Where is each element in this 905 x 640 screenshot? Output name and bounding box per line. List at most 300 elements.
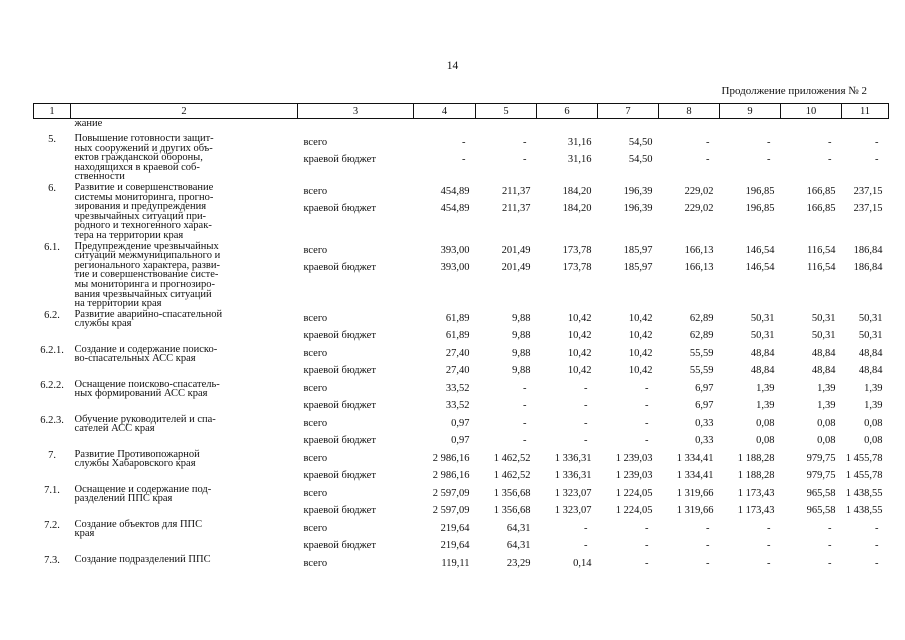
amount-cell: [414, 133, 476, 182]
amount-value: 2 986,16: [432, 469, 470, 481]
amount-value: -: [462, 137, 466, 148]
amount-value: -: [828, 539, 832, 551]
amount-cell: [842, 414, 889, 449]
amount-cell: [842, 182, 889, 241]
appendix-continuation-label: Продолжение приложения № 2: [721, 85, 867, 97]
item-name-line: регионального характера, разви-: [74, 259, 220, 271]
amount-value: 1 455,78: [845, 452, 883, 464]
amount-cell: [842, 309, 889, 344]
amount-value: -: [584, 434, 588, 446]
amount-value: 48,84: [750, 364, 775, 376]
funding-source: [298, 449, 414, 484]
amount-value: 1 239,03: [615, 452, 653, 464]
amount-cell: [476, 554, 537, 572]
amount-value: -: [523, 137, 527, 148]
amount-value: 50,31: [858, 312, 883, 324]
amount-value: 0,33: [695, 417, 714, 429]
amount-value: 1 462,52: [493, 469, 531, 481]
amount-value: -: [706, 137, 710, 148]
amount-value: 211,37: [502, 202, 531, 214]
table-header-row: [34, 104, 889, 119]
amount-value: 50,31: [750, 312, 775, 324]
amount-value: 146,54: [745, 244, 775, 256]
amount-value: 166,13: [684, 261, 714, 273]
item-name-line: Развитие аварийно-спасательной: [74, 308, 223, 320]
amount-value: 0,97: [451, 434, 470, 446]
funding-source-label: краевой бюджет: [303, 154, 376, 165]
amount-value: 64,31: [506, 522, 531, 534]
amount-value: -: [645, 382, 649, 394]
amount-cell: [842, 344, 889, 379]
amount-cell: [414, 414, 476, 449]
amount-value: 237,15: [853, 202, 883, 214]
amount-cell: [476, 414, 537, 449]
amount-cell: [476, 309, 537, 344]
table-row: [34, 182, 889, 241]
amount-cell: [537, 379, 598, 414]
amount-value: -: [706, 154, 710, 165]
item-name: [71, 414, 298, 449]
amount-cell: [598, 344, 659, 379]
amount-value: 50,31: [750, 329, 775, 341]
amount-value: 33,52: [445, 382, 470, 394]
amount-value: 55,59: [689, 347, 714, 359]
funding-source-label: всего: [303, 487, 328, 499]
amount-value: 55,59: [689, 364, 714, 376]
item-name-line: Обучение руководителей и спа-: [74, 413, 216, 425]
amount-cell: [842, 133, 889, 182]
amount-value: -: [767, 539, 771, 551]
amount-cell: [537, 484, 598, 519]
amount-value: -: [645, 557, 649, 569]
table-row: [34, 379, 889, 414]
amount-value: -: [523, 154, 527, 165]
amount-cell: [781, 182, 842, 241]
funding-source-label: всего: [303, 137, 328, 148]
amount-cell: [720, 182, 781, 241]
amount-value: 186,84: [853, 244, 883, 256]
amount-value: 1 455,78: [845, 469, 883, 481]
page-number: 14: [446, 60, 459, 72]
amount-value: 965,58: [806, 487, 836, 499]
amount-value: 166,85: [806, 202, 836, 214]
amount-value: 219,64: [440, 522, 470, 534]
amount-cell: [781, 309, 842, 344]
amount-cell: [659, 414, 720, 449]
item-name: [71, 309, 298, 344]
amount-value: 1 239,03: [615, 469, 653, 481]
amount-value: 1,39: [864, 382, 883, 394]
funding-source-label: краевой бюджет: [303, 329, 376, 341]
amount-cell: [720, 241, 781, 309]
amount-value: -: [875, 137, 879, 148]
amount-cell: [476, 344, 537, 379]
amount-cell: [537, 414, 598, 449]
funding-source: [298, 379, 414, 414]
column-header: 11: [842, 104, 889, 119]
amount-cell: [414, 554, 476, 572]
column-header: 6: [537, 104, 598, 119]
funding-source-label: краевой бюджет: [303, 539, 376, 551]
amount-value: 119,11: [441, 557, 470, 569]
amount-value: 10,42: [628, 347, 653, 359]
amount-value: -: [767, 154, 771, 165]
amount-value: 10,42: [567, 364, 592, 376]
amount-cell: [414, 484, 476, 519]
amount-value: 48,84: [750, 347, 775, 359]
item-number: 7.1.: [44, 484, 60, 496]
amount-cell: [659, 554, 720, 572]
amount-cell: [598, 519, 659, 554]
item-name-line: Развитие Противопожарной: [74, 448, 200, 460]
amount-value: 10,42: [567, 329, 592, 341]
amount-value: 62,89: [689, 312, 714, 324]
amount-cell: [598, 182, 659, 241]
table-row: [34, 484, 889, 519]
amount-value: 33,52: [445, 399, 470, 411]
amount-value: 1 224,05: [615, 487, 653, 499]
amount-cell: [720, 309, 781, 344]
item-name-line: ных сооружений и других объ-: [74, 142, 213, 154]
amount-value: 6,97: [695, 399, 714, 411]
amount-value: -: [584, 399, 588, 411]
funding-source: [298, 484, 414, 519]
amount-cell: [598, 309, 659, 344]
amount-value: 48,84: [811, 347, 836, 359]
item-name-line: зирования и предупреждения: [74, 201, 207, 213]
continued-item-text: жание: [74, 118, 103, 129]
table-row: [34, 554, 889, 572]
amount-cell: [659, 241, 720, 309]
amount-value: 979,75: [806, 452, 836, 464]
amount-value: 116,54: [807, 261, 836, 273]
funding-source-label: всего: [303, 452, 328, 464]
amount-value: 0,08: [817, 417, 836, 429]
amount-value: 10,42: [628, 312, 653, 324]
amount-value: 0,14: [573, 557, 592, 569]
item-name-line: ственности: [74, 171, 125, 183]
amount-value: 62,89: [689, 329, 714, 341]
funding-source-label: краевой бюджет: [303, 399, 376, 411]
amount-cell: [598, 241, 659, 309]
amount-value: 10,42: [628, 364, 653, 376]
table-row: [34, 241, 889, 309]
funding-source-label: всего: [303, 244, 328, 256]
amount-value: 0,08: [864, 417, 883, 429]
amount-cell: [414, 519, 476, 554]
column-header: 3: [298, 104, 414, 119]
column-header: 5: [476, 104, 537, 119]
funding-source-label: всего: [303, 312, 328, 324]
amount-cell: [537, 241, 598, 309]
amount-cell: [720, 344, 781, 379]
amount-value: 1 224,05: [615, 504, 653, 516]
amount-value: 1 356,68: [493, 487, 531, 499]
amount-value: 196,85: [745, 185, 775, 197]
amount-value: 454,89: [440, 202, 470, 214]
budget-table: [33, 103, 889, 572]
column-header: 9: [720, 104, 781, 119]
amount-cell: [781, 133, 842, 182]
funding-source-label: всего: [303, 382, 328, 394]
amount-cell: [476, 182, 537, 241]
item-name: [71, 379, 298, 414]
item-name-line: вания чрезвычайных ситуаций: [74, 288, 212, 300]
amount-value: -: [875, 522, 879, 534]
amount-cell: [659, 344, 720, 379]
amount-value: 48,84: [858, 347, 883, 359]
amount-value: 1 188,28: [737, 452, 775, 464]
amount-value: 10,42: [628, 329, 653, 341]
amount-value: 23,29: [506, 557, 531, 569]
column-header: 2: [71, 104, 298, 119]
amount-value: 1 334,41: [676, 452, 714, 464]
amount-value: -: [875, 539, 879, 551]
amount-value: 393,00: [440, 261, 470, 273]
column-header: 7: [598, 104, 659, 119]
amount-cell: [476, 241, 537, 309]
item-name-line: Предупреждение чрезвычайных: [74, 240, 219, 252]
amount-value: -: [706, 522, 710, 534]
amount-value: 2 597,09: [432, 487, 470, 499]
amount-value: 1 173,43: [737, 504, 775, 516]
amount-value: 1 336,31: [554, 469, 592, 481]
amount-value: 196,85: [745, 202, 775, 214]
amount-cell: [537, 133, 598, 182]
column-header: 4: [414, 104, 476, 119]
amount-value: 0,97: [451, 417, 470, 429]
table-row: [34, 133, 889, 182]
column-header: 10: [781, 104, 842, 119]
item-name: [71, 133, 298, 182]
amount-cell: [476, 133, 537, 182]
amount-value: 10,42: [567, 347, 592, 359]
amount-value: 186,84: [853, 261, 883, 273]
amount-cell: [476, 379, 537, 414]
amount-value: 1,39: [864, 399, 883, 411]
item-name-line: Оснащение поисково-спасатель-: [74, 378, 220, 390]
amount-value: 185,97: [623, 261, 653, 273]
amount-value: 201,49: [501, 244, 531, 256]
amount-cell: [476, 519, 537, 554]
amount-cell: [537, 182, 598, 241]
amount-cell: [537, 309, 598, 344]
amount-cell: [598, 414, 659, 449]
amount-cell: [720, 484, 781, 519]
funding-source-label: всего: [303, 417, 328, 429]
amount-value: 1 173,43: [737, 487, 775, 499]
amount-value: -: [645, 434, 649, 446]
amount-value: 9,88: [512, 329, 531, 341]
amount-value: 2 986,16: [432, 452, 470, 464]
amount-cell: [537, 519, 598, 554]
amount-cell: [414, 379, 476, 414]
amount-value: 50,31: [858, 329, 883, 341]
funding-source-label: всего: [303, 522, 328, 534]
amount-cell: [720, 449, 781, 484]
amount-cell: [414, 182, 476, 241]
amount-value: 64,31: [506, 539, 531, 551]
item-number: 6.2.2.: [40, 379, 64, 391]
funding-source: [298, 519, 414, 554]
amount-cell: [842, 484, 889, 519]
amount-cell: [414, 309, 476, 344]
amount-value: 1 323,07: [554, 487, 592, 499]
amount-value: -: [523, 434, 527, 446]
item-name: [71, 484, 298, 519]
amount-value: 1 356,68: [493, 504, 531, 516]
amount-value: -: [828, 557, 832, 569]
amount-value: -: [584, 539, 588, 551]
amount-value: 454,89: [440, 185, 470, 197]
amount-cell: [414, 344, 476, 379]
amount-value: -: [767, 522, 771, 534]
amount-value: -: [828, 137, 832, 148]
amount-value: 54,50: [628, 154, 653, 165]
amount-value: -: [706, 557, 710, 569]
funding-source: [298, 309, 414, 344]
amount-cell: [842, 519, 889, 554]
amount-value: -: [584, 382, 588, 394]
amount-cell: [598, 133, 659, 182]
funding-source: [298, 241, 414, 309]
table-row: [34, 309, 889, 344]
funding-source: [298, 554, 414, 572]
item-name-line: ектов гражданской обороны,: [74, 152, 203, 164]
item-name-line: тера на территории края: [74, 229, 184, 241]
amount-value: 146,54: [745, 261, 775, 273]
amount-cell: [781, 519, 842, 554]
amount-value: 61,89: [445, 312, 470, 324]
amount-value: -: [767, 557, 771, 569]
item-name-line: службы края: [74, 318, 132, 330]
item-number: 6.1.: [44, 241, 60, 253]
amount-cell: [659, 379, 720, 414]
amount-cell: [659, 449, 720, 484]
amount-value: 1 188,28: [737, 469, 775, 481]
funding-source-label: краевой бюджет: [303, 202, 376, 214]
amount-value: 27,40: [445, 347, 470, 359]
amount-value: -: [645, 399, 649, 411]
column-header: 8: [659, 104, 720, 119]
amount-cell: [842, 449, 889, 484]
funding-source-label: всего: [303, 347, 328, 359]
amount-cell: [598, 484, 659, 519]
amount-value: 48,84: [858, 364, 883, 376]
amount-value: -: [523, 399, 527, 411]
amount-value: 2 597,09: [432, 504, 470, 516]
amount-value: 116,54: [807, 244, 836, 256]
item-number: 7.3.: [44, 554, 60, 566]
amount-value: 184,20: [562, 202, 592, 214]
amount-value: 393,00: [440, 244, 470, 256]
amount-cell: [414, 241, 476, 309]
amount-value: -: [875, 557, 879, 569]
amount-value: -: [523, 382, 527, 394]
amount-cell: [476, 484, 537, 519]
funding-source-label: всего: [303, 557, 328, 569]
amount-value: 196,39: [623, 202, 653, 214]
funding-source: [298, 344, 414, 379]
item-name: [71, 554, 298, 572]
amount-value: 48,84: [811, 364, 836, 376]
amount-value: 173,78: [562, 244, 592, 256]
amount-value: 31,16: [567, 137, 592, 148]
amount-value: 1,39: [756, 399, 775, 411]
amount-value: 196,39: [623, 185, 653, 197]
funding-source: [298, 414, 414, 449]
amount-value: 50,31: [811, 329, 836, 341]
amount-value: 61,89: [445, 329, 470, 341]
amount-value: 229,02: [684, 202, 714, 214]
amount-value: 50,31: [811, 312, 836, 324]
amount-value: 0,08: [864, 434, 883, 446]
amount-cell: [842, 241, 889, 309]
item-number: 5.: [48, 134, 56, 145]
amount-cell: [659, 484, 720, 519]
amount-value: 201,49: [501, 261, 531, 273]
item-name-line: находящихся в краевой соб-: [74, 161, 200, 173]
amount-cell: [720, 554, 781, 572]
item-name-line: Создание объектов для ППС: [74, 518, 203, 530]
amount-value: -: [706, 539, 710, 551]
item-name: [71, 241, 298, 309]
amount-value: 1 319,66: [676, 487, 714, 499]
amount-value: 979,75: [806, 469, 836, 481]
amount-value: -: [462, 154, 466, 165]
item-name: [71, 449, 298, 484]
amount-cell: [781, 241, 842, 309]
amount-cell: [476, 449, 537, 484]
amount-value: 184,20: [562, 185, 592, 197]
amount-cell: [598, 379, 659, 414]
funding-source-label: краевой бюджет: [303, 261, 376, 273]
amount-value: -: [523, 417, 527, 429]
item-number: 6.: [48, 182, 56, 194]
item-number: 6.2.3.: [40, 414, 64, 426]
amount-value: 1 438,55: [845, 487, 883, 499]
amount-value: 10,42: [567, 312, 592, 324]
amount-value: 1 336,31: [554, 452, 592, 464]
amount-value: 166,13: [684, 244, 714, 256]
funding-source-label: краевой бюджет: [303, 504, 376, 516]
amount-value: -: [584, 522, 588, 534]
amount-cell: [659, 309, 720, 344]
item-name-line: ситуаций межмуниципального и: [74, 250, 221, 262]
amount-value: 9,88: [512, 312, 531, 324]
amount-value: 1 334,41: [676, 469, 714, 481]
table-row: [34, 344, 889, 379]
item-name-line: разделений ППС края: [74, 493, 173, 505]
continued-text-row: [34, 119, 889, 134]
item-number: 6.2.: [44, 309, 60, 321]
amount-value: 185,97: [623, 244, 653, 256]
amount-cell: [781, 449, 842, 484]
item-name-line: сателей АСС края: [74, 423, 155, 435]
item-name-line: Создание и содержание поиско-: [74, 343, 218, 355]
amount-value: 27,40: [445, 364, 470, 376]
funding-source-label: краевой бюджет: [303, 364, 376, 376]
item-number: 6.2.1.: [40, 344, 64, 356]
funding-source-label: всего: [303, 185, 328, 197]
funding-source: [298, 133, 414, 182]
item-name: [71, 344, 298, 379]
amount-value: 237,15: [853, 185, 883, 197]
funding-source: [298, 182, 414, 241]
amount-cell: [537, 554, 598, 572]
amount-value: -: [645, 417, 649, 429]
amount-cell: [598, 449, 659, 484]
